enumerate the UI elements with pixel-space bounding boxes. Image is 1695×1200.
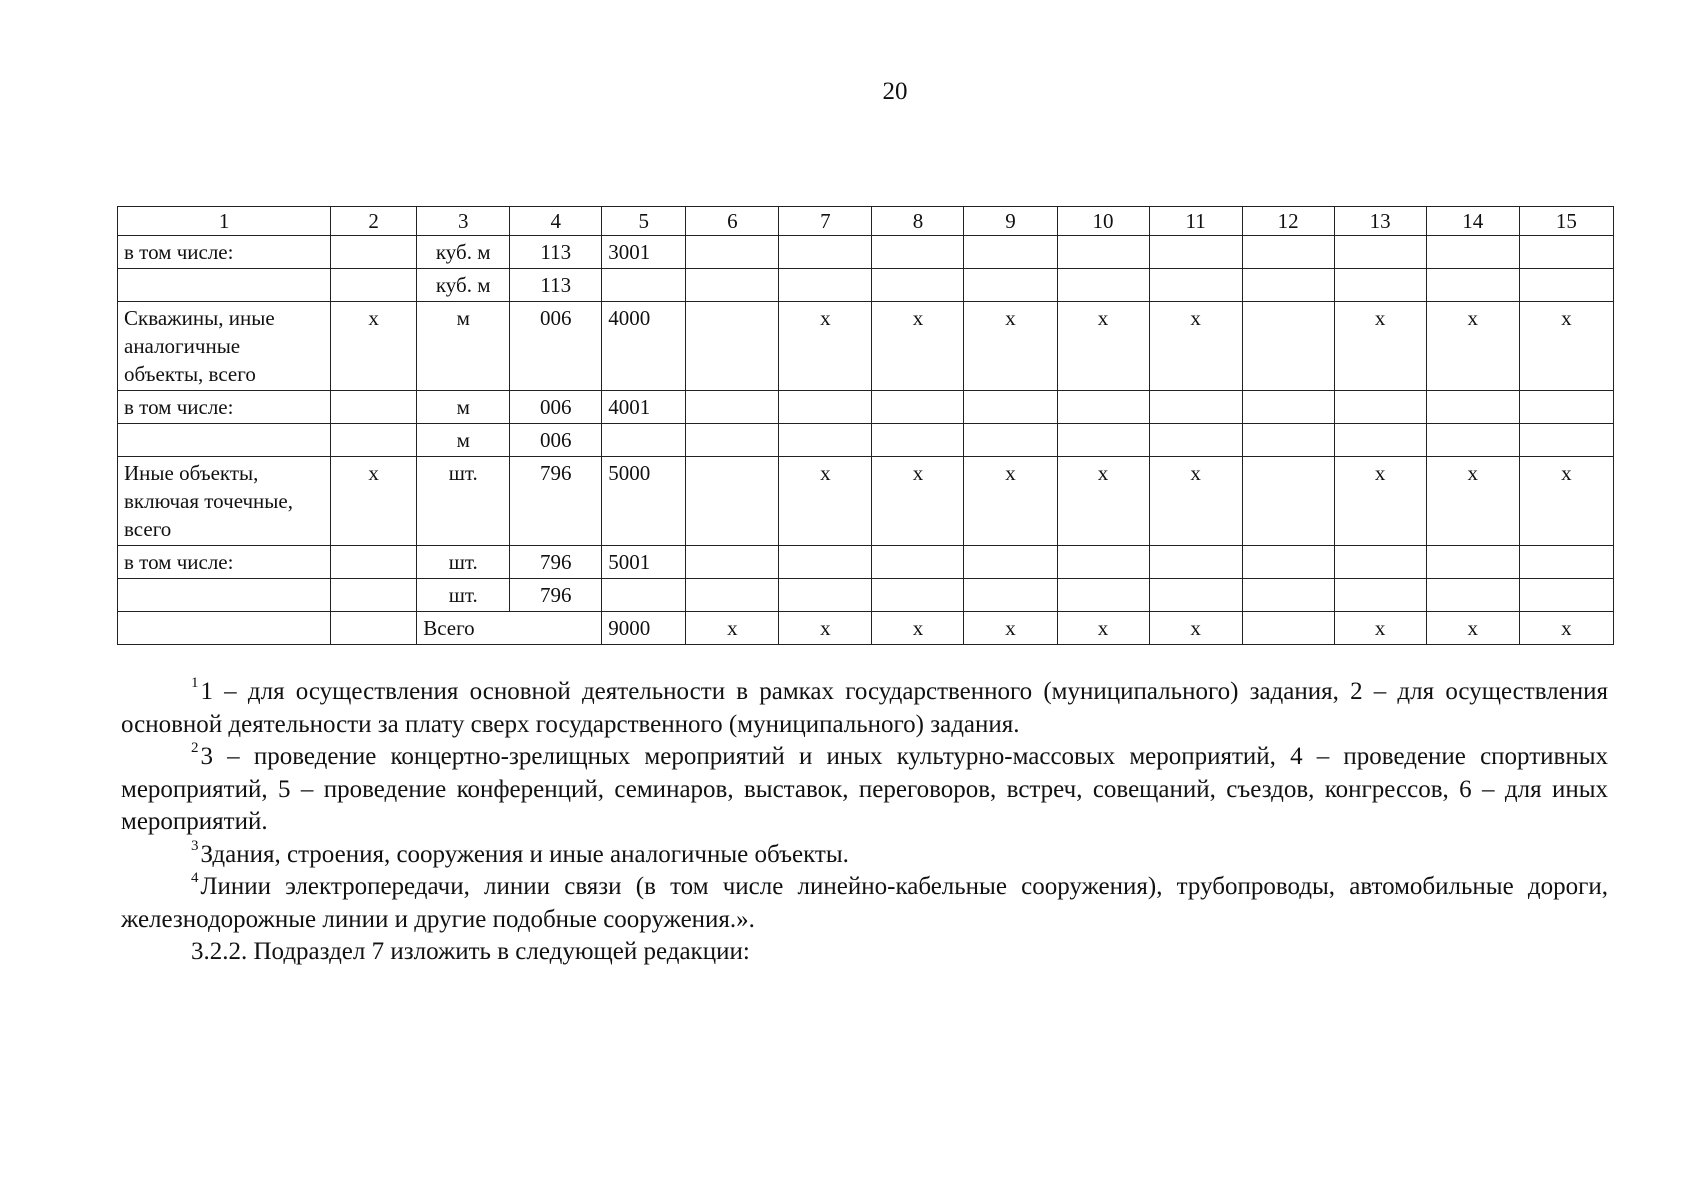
value-cell (872, 236, 964, 269)
value-cell: х (964, 302, 1057, 391)
value-cell: х (1334, 457, 1426, 546)
value-cell (1149, 236, 1242, 269)
footnote-4 (121, 871, 1608, 936)
value-cell (686, 302, 779, 391)
value-cell (779, 391, 872, 424)
page-number: 20 (882, 78, 908, 105)
value-cell (779, 236, 872, 269)
value-cell (686, 579, 779, 612)
footnote-mark: 3 (191, 837, 199, 854)
header-cell: 15 (1519, 207, 1613, 236)
value-cell (1242, 457, 1334, 546)
value-cell: х (779, 302, 872, 391)
value-cell (1149, 424, 1242, 457)
col2-cell (331, 424, 417, 457)
footnote-text: 1 – для осуществления основной деятельности в рамках государственного (муниципального) задания, 2 – для осуществления основной деятельности за плату сверх государственного (муниципального) задания. (121, 678, 1608, 738)
value-cell: х (686, 612, 779, 645)
value-cell (686, 424, 779, 457)
value-cell (1334, 391, 1426, 424)
value-cell (1149, 546, 1242, 579)
unit-cell: м (417, 391, 510, 424)
unit-cell: шт. (417, 457, 510, 546)
value-cell (1057, 269, 1149, 302)
value-cell: х (1149, 612, 1242, 645)
value-cell (1242, 424, 1334, 457)
value-cell (1242, 269, 1334, 302)
code-cell: 113 (510, 236, 602, 269)
row-name-cell (118, 579, 331, 612)
row-name-cell (118, 424, 331, 457)
code-cell: 006 (510, 391, 602, 424)
col2-cell: х (331, 457, 417, 546)
value-cell (1242, 612, 1334, 645)
value-cell (1519, 236, 1613, 269)
value-cell (1242, 579, 1334, 612)
value-cell (1519, 269, 1613, 302)
value-cell (779, 579, 872, 612)
value-cell (1149, 579, 1242, 612)
value-cell (779, 546, 872, 579)
col2-cell (331, 391, 417, 424)
value-cell: х (964, 457, 1057, 546)
col2-cell: х (331, 302, 417, 391)
value-cell (964, 546, 1057, 579)
closing-paragraph: 3.2.2. Подраздел 7 изложить в следующей редакции: (191, 938, 750, 965)
value-cell: х (779, 457, 872, 546)
value-cell: х (1149, 457, 1242, 546)
table-header-row (118, 207, 1614, 236)
col2-cell (331, 236, 417, 269)
header-cell: 12 (1242, 207, 1334, 236)
footnote-2 (121, 741, 1608, 839)
line-code-cell (602, 424, 686, 457)
value-cell (1334, 269, 1426, 302)
value-cell: х (1519, 302, 1613, 391)
value-cell: х (779, 612, 872, 645)
value-cell: х (964, 612, 1057, 645)
col2-cell (331, 612, 417, 645)
row-name-cell: в том числе: (118, 236, 331, 269)
value-cell (686, 457, 779, 546)
value-cell: х (1057, 612, 1149, 645)
header-cell: 6 (686, 207, 779, 236)
table-row (118, 236, 1614, 269)
line-code-cell (602, 269, 686, 302)
value-cell: х (872, 302, 964, 391)
value-cell (686, 236, 779, 269)
unit-cell: куб. м (417, 236, 510, 269)
value-cell (1334, 546, 1426, 579)
header-cell: 9 (964, 207, 1057, 236)
table-row (118, 579, 1614, 612)
value-cell (872, 579, 964, 612)
code-cell: 006 (510, 424, 602, 457)
value-cell (1242, 546, 1334, 579)
value-cell (964, 236, 1057, 269)
footnote-text: 3 – проведение концертно-зрелищных мероприятий и иных культурно-массовых мероприятий, 4 – проведение спортивных мероприятий, 5 – проведение конференций, семинаров, выставок, переговоров, встреч, совещаний, съездов, конгрессов, 6 – для иных мероприятий. (121, 743, 1608, 835)
value-cell: х (1519, 457, 1613, 546)
value-cell (1426, 236, 1519, 269)
value-cell (1149, 269, 1242, 302)
value-cell (964, 424, 1057, 457)
code-cell: 113 (510, 269, 602, 302)
unit-cell: м (417, 424, 510, 457)
value-cell (872, 391, 964, 424)
value-cell: х (1426, 302, 1519, 391)
value-cell (872, 424, 964, 457)
value-cell (1242, 391, 1334, 424)
footnote-3 (121, 839, 1608, 872)
unit-cell: м (417, 302, 510, 391)
value-cell (686, 269, 779, 302)
header-cell: 1 (118, 207, 331, 236)
value-cell: х (1426, 612, 1519, 645)
line-code-cell: 9000 (602, 612, 686, 645)
value-cell (1334, 236, 1426, 269)
header-cell: 8 (872, 207, 964, 236)
footnote-mark: 4 (191, 870, 199, 886)
table-body (118, 207, 1614, 645)
row-name-cell: Скважины, иные аналогичные объекты, всего (118, 302, 331, 391)
value-cell (1426, 424, 1519, 457)
col2-cell (331, 579, 417, 612)
header-cell: 10 (1057, 207, 1149, 236)
value-cell (1057, 579, 1149, 612)
value-cell (686, 546, 779, 579)
table-row (118, 424, 1614, 457)
unit-cell: куб. м (417, 269, 510, 302)
value-cell (872, 546, 964, 579)
total-label-cell: Всего (417, 612, 602, 645)
value-cell (686, 391, 779, 424)
value-cell (964, 269, 1057, 302)
table-row (118, 546, 1614, 579)
footnotes (121, 676, 1608, 969)
footnote-mark: 1 (191, 675, 199, 691)
col2-cell (331, 546, 417, 579)
footnote-1 (121, 676, 1608, 741)
table-row (118, 391, 1614, 424)
total-row (118, 612, 1614, 645)
line-code-cell: 4001 (602, 391, 686, 424)
value-cell: х (872, 612, 964, 645)
row-name-cell: Иные объекты, включая точечные, всего (118, 457, 331, 546)
code-cell: 006 (510, 302, 602, 391)
row-name-cell (118, 612, 331, 645)
value-cell: х (1057, 302, 1149, 391)
value-cell (1426, 391, 1519, 424)
value-cell (872, 269, 964, 302)
value-cell (1149, 391, 1242, 424)
header-cell: 2 (331, 207, 417, 236)
value-cell (1057, 236, 1149, 269)
table-row (118, 457, 1614, 546)
header-cell: 13 (1334, 207, 1426, 236)
value-cell (1334, 579, 1426, 612)
value-cell (1426, 546, 1519, 579)
footnote-mark: 2 (191, 740, 199, 756)
row-name-cell: в том числе: (118, 391, 331, 424)
line-code-cell: 5001 (602, 546, 686, 579)
line-code-cell: 4000 (602, 302, 686, 391)
value-cell (964, 579, 1057, 612)
line-code-cell: 5000 (602, 457, 686, 546)
line-code-cell: 3001 (602, 236, 686, 269)
header-cell: 4 (510, 207, 602, 236)
header-cell: 7 (779, 207, 872, 236)
unit-cell: шт. (417, 546, 510, 579)
table-row (118, 269, 1614, 302)
value-cell (964, 391, 1057, 424)
table-row (118, 302, 1614, 391)
value-cell (1057, 391, 1149, 424)
code-cell: 796 (510, 579, 602, 612)
footnote-text: Здания, строения, сооружения и иные аналогичные объекты. (200, 840, 849, 868)
value-cell (779, 269, 872, 302)
value-cell (1519, 391, 1613, 424)
footnote-text: Линии электропередачи, линии связи (в том числе линейно-кабельные сооружения), трубопроводы, автомобильные дороги, железнодорожные линии и другие подобные сооружения.». (121, 873, 1608, 933)
header-cell: 14 (1426, 207, 1519, 236)
value-cell: х (1149, 302, 1242, 391)
value-cell (1242, 236, 1334, 269)
value-cell (1242, 302, 1334, 391)
header-cell: 5 (602, 207, 686, 236)
value-cell: х (1519, 612, 1613, 645)
value-cell (1057, 546, 1149, 579)
unit-cell: шт. (417, 579, 510, 612)
value-cell (779, 424, 872, 457)
value-cell: х (1426, 457, 1519, 546)
row-name-cell (118, 269, 331, 302)
code-cell: 796 (510, 546, 602, 579)
value-cell (1057, 424, 1149, 457)
header-cell: 3 (417, 207, 510, 236)
value-cell (1519, 546, 1613, 579)
value-cell: х (1334, 302, 1426, 391)
line-code-cell (602, 579, 686, 612)
data-table (117, 206, 1614, 645)
value-cell (1426, 269, 1519, 302)
header-cell: 11 (1149, 207, 1242, 236)
code-cell: 796 (510, 457, 602, 546)
value-cell (1334, 424, 1426, 457)
row-name-cell: в том числе: (118, 546, 331, 579)
value-cell: х (872, 457, 964, 546)
col2-cell (331, 269, 417, 302)
value-cell (1519, 424, 1613, 457)
value-cell (1426, 579, 1519, 612)
value-cell (1519, 579, 1613, 612)
value-cell: х (1057, 457, 1149, 546)
value-cell: х (1334, 612, 1426, 645)
